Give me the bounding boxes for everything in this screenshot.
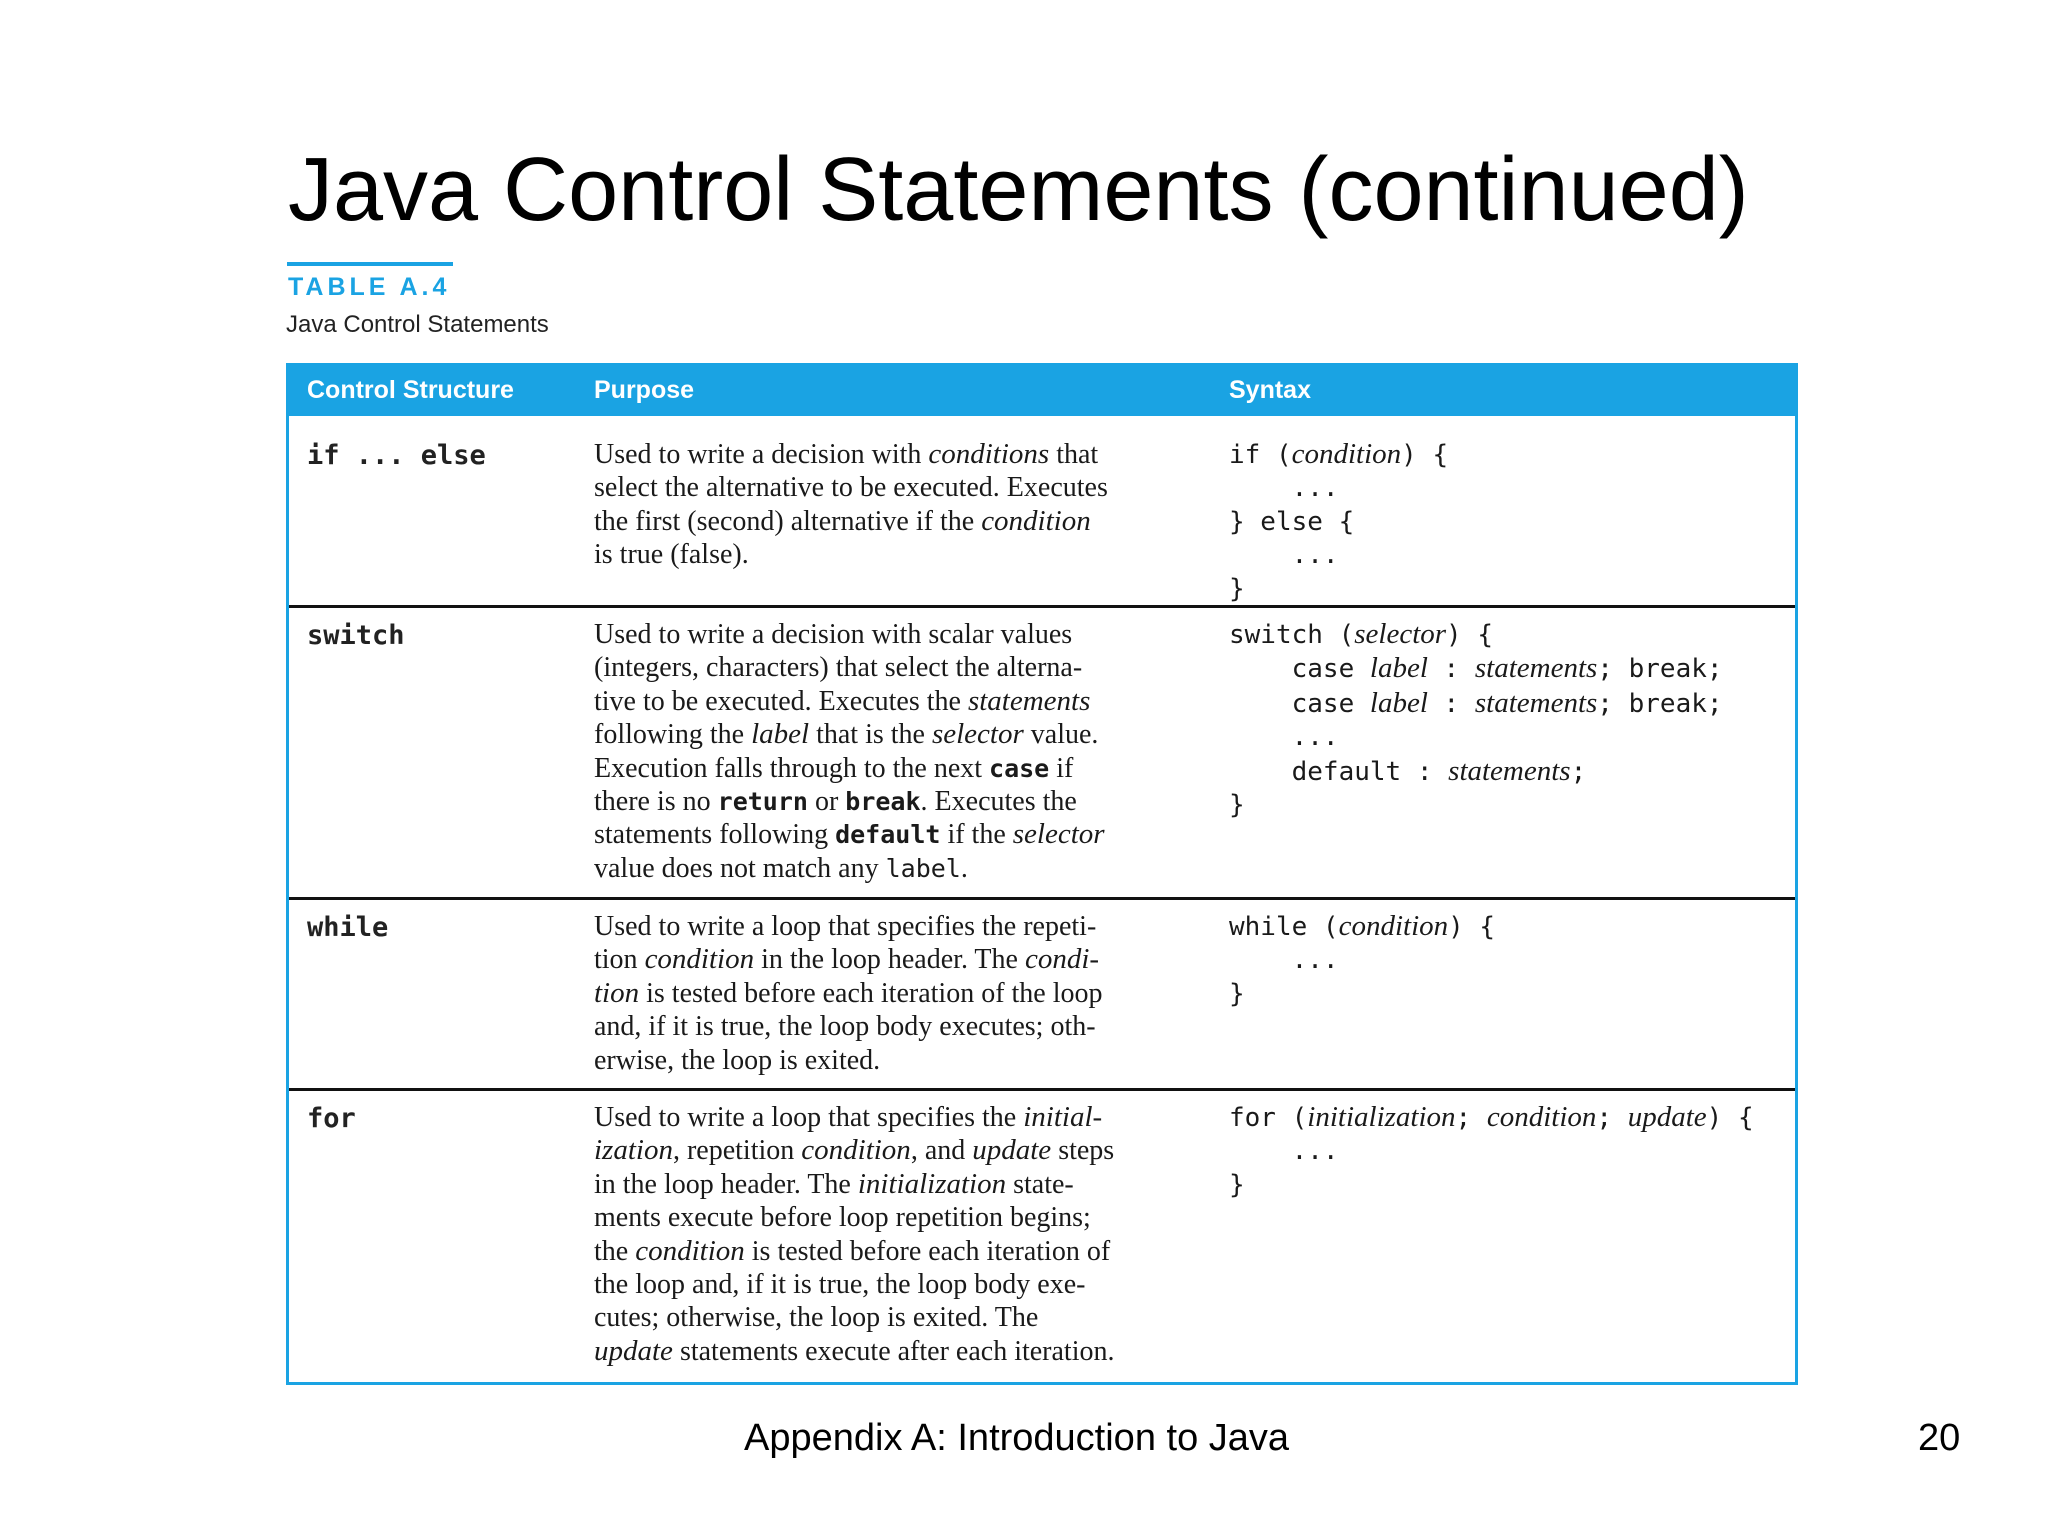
italic-run: condition bbox=[1338, 910, 1449, 942]
control-structure-cell: if ... else bbox=[307, 440, 486, 471]
table-row bbox=[289, 900, 1795, 1090]
text-run: there is no bbox=[594, 786, 718, 818]
code-run: ; bbox=[1596, 1103, 1628, 1133]
control-structure-cell: for bbox=[307, 1103, 356, 1134]
italic-run: statements bbox=[1474, 686, 1598, 719]
text-run: that is the bbox=[809, 719, 932, 751]
code-run: ... bbox=[1229, 1136, 1339, 1167]
header-control-structure: Control Structure bbox=[307, 376, 514, 404]
text-run: value does not match any bbox=[594, 852, 886, 884]
cell-line bbox=[594, 785, 1204, 818]
italic-run: initialization bbox=[857, 1167, 1007, 1200]
italic-run: selector bbox=[931, 718, 1024, 751]
text-run: is tested before each iteration of bbox=[744, 1235, 1111, 1267]
code-run: if ( bbox=[1229, 440, 1292, 470]
text-run: in the loop header. The bbox=[594, 1168, 858, 1200]
text-run: state- bbox=[1006, 1168, 1074, 1200]
code-run: ; bbox=[1455, 1103, 1487, 1133]
table-row bbox=[289, 608, 1795, 900]
page-number: 20 bbox=[1918, 1417, 1961, 1459]
cell-line bbox=[1229, 652, 1723, 686]
control-statements-table bbox=[286, 363, 1798, 1385]
cell-line bbox=[1229, 506, 1448, 539]
cell-line bbox=[594, 438, 1204, 471]
italic-run: conditions bbox=[928, 438, 1050, 470]
cell-line bbox=[594, 1301, 1204, 1334]
cell-line bbox=[1229, 789, 1723, 822]
text-run: steps bbox=[1051, 1135, 1115, 1167]
code-run: while ( bbox=[1229, 912, 1339, 942]
code-run: ; break; bbox=[1597, 688, 1723, 719]
cell-line bbox=[594, 1010, 1204, 1043]
italic-run: update bbox=[594, 1334, 673, 1367]
cell-line bbox=[594, 977, 1204, 1010]
cell-line bbox=[594, 852, 1204, 885]
cell-line bbox=[594, 718, 1204, 751]
text-run: ments execute before loop repetition begins; bbox=[594, 1202, 1091, 1234]
cell-line bbox=[1229, 978, 1495, 1011]
cell-line bbox=[1229, 1135, 1754, 1168]
italic-run: condition bbox=[981, 504, 1091, 537]
text-run: the first (second) alternative if the bbox=[594, 505, 982, 537]
text-run: statements following bbox=[594, 819, 836, 851]
text-run: that bbox=[1049, 439, 1099, 470]
table-label: TABLE A.4 bbox=[288, 273, 451, 301]
code-run: } bbox=[1229, 978, 1245, 1009]
code-run: label bbox=[885, 853, 961, 883]
cell-line bbox=[1229, 755, 1723, 789]
cell-line bbox=[594, 1201, 1204, 1234]
control-structure-cell: switch bbox=[307, 620, 405, 651]
header-purpose: Purpose bbox=[594, 376, 695, 404]
code-run: ... bbox=[1229, 945, 1339, 976]
cell-line bbox=[594, 471, 1204, 504]
cell-line bbox=[1229, 539, 1448, 572]
text-run: or bbox=[807, 786, 846, 818]
cell-line bbox=[594, 1268, 1204, 1301]
text-run: select the alternative to be executed. Executes bbox=[594, 472, 1108, 504]
italic-run: condition bbox=[635, 1234, 745, 1267]
slide-title: Java Control Statements (continued) bbox=[288, 140, 1749, 240]
table-row bbox=[289, 416, 1795, 606]
cell-line bbox=[594, 618, 1204, 651]
cell-line bbox=[594, 1044, 1204, 1077]
italic-run: condition bbox=[1486, 1101, 1597, 1133]
text-run: . bbox=[960, 852, 968, 884]
italic-run: initialization bbox=[1307, 1101, 1456, 1133]
text-run: is true (false). bbox=[594, 539, 749, 571]
text-run: statements execute after each iteration. bbox=[672, 1335, 1115, 1367]
text-run: and, if it is true, the loop body executes; oth- bbox=[594, 1011, 1096, 1043]
syntax-cell bbox=[1229, 618, 1723, 822]
text-run: Used to write a decision with bbox=[594, 439, 929, 470]
cell-line bbox=[594, 505, 1204, 538]
syntax-cell bbox=[1229, 1101, 1754, 1202]
cell-line bbox=[594, 1235, 1204, 1268]
italic-run: condi- bbox=[1024, 943, 1100, 976]
cell-line bbox=[594, 910, 1204, 943]
italic-run: selector bbox=[1012, 818, 1105, 851]
italic-run: initial- bbox=[1023, 1101, 1103, 1133]
italic-run: statements bbox=[1448, 754, 1571, 787]
text-run: Used to write a decision with scalar values bbox=[594, 619, 1073, 650]
cell-line bbox=[1229, 910, 1495, 944]
text-run: the loop and, if it is true, the loop body exe- bbox=[594, 1269, 1086, 1301]
text-run: Used to write a loop that specifies the bbox=[594, 1102, 1024, 1133]
code-run: ) { bbox=[1448, 912, 1496, 942]
italic-run: condition bbox=[644, 943, 755, 976]
cell-line bbox=[594, 818, 1204, 851]
table-row bbox=[289, 1091, 1795, 1381]
text-run: if bbox=[1049, 752, 1074, 784]
code-run: return bbox=[717, 787, 808, 817]
purpose-cell bbox=[594, 910, 1204, 1077]
purpose-cell bbox=[594, 618, 1204, 885]
text-run: cutes; otherwise, the loop is exited. The bbox=[594, 1302, 1039, 1334]
cell-line bbox=[594, 1168, 1204, 1201]
cell-line bbox=[1229, 944, 1495, 977]
italic-run: selector bbox=[1354, 618, 1447, 650]
italic-run: condition bbox=[1291, 438, 1402, 470]
cell-line bbox=[1229, 687, 1723, 721]
code-run: switch ( bbox=[1229, 620, 1355, 650]
text-run: Used to write a loop that specifies the repeti- bbox=[594, 911, 1097, 942]
syntax-cell bbox=[1229, 438, 1448, 606]
code-run: case bbox=[1229, 688, 1370, 719]
code-run: default : bbox=[1229, 756, 1449, 787]
text-run: . Executes the bbox=[920, 786, 1077, 818]
italic-run: tion bbox=[594, 976, 640, 1009]
cell-line bbox=[594, 752, 1204, 785]
italic-run: ization bbox=[594, 1134, 673, 1167]
code-run: } else { bbox=[1229, 506, 1355, 537]
text-run: , and bbox=[910, 1135, 973, 1167]
cell-line bbox=[1229, 1101, 1754, 1135]
text-run: value. bbox=[1023, 719, 1099, 751]
cell-line bbox=[1229, 721, 1723, 754]
cell-line bbox=[594, 685, 1204, 718]
italic-run: statements bbox=[967, 684, 1091, 717]
syntax-cell bbox=[1229, 910, 1495, 1011]
text-run: (integers, characters) that select the alterna- bbox=[594, 652, 1083, 684]
code-run: break bbox=[845, 787, 921, 817]
italic-run: label bbox=[751, 718, 810, 751]
italic-run: condition bbox=[801, 1134, 911, 1167]
text-run: is tested before each iteration of the loop bbox=[639, 977, 1103, 1009]
code-run: } bbox=[1229, 790, 1245, 821]
code-run: } bbox=[1229, 573, 1245, 604]
cell-line bbox=[594, 538, 1204, 571]
code-run: case bbox=[989, 753, 1050, 783]
control-structure-cell: while bbox=[307, 912, 389, 943]
code-run: ... bbox=[1229, 473, 1339, 504]
text-run: erwise, the loop is exited. bbox=[594, 1044, 881, 1076]
code-run: ; bbox=[1570, 756, 1587, 787]
text-run: the bbox=[594, 1235, 636, 1267]
code-run: ... bbox=[1229, 540, 1339, 571]
cell-line bbox=[594, 1335, 1204, 1368]
code-run: ) { bbox=[1706, 1103, 1754, 1133]
purpose-cell bbox=[594, 438, 1204, 572]
code-run: ) { bbox=[1446, 620, 1494, 650]
italic-run: label bbox=[1369, 686, 1428, 719]
code-run: default bbox=[835, 820, 941, 850]
header-syntax: Syntax bbox=[1229, 376, 1311, 404]
code-run: ; break; bbox=[1597, 654, 1723, 685]
text-run: following the bbox=[594, 719, 752, 751]
text-run: Execution falls through to the next bbox=[594, 752, 990, 784]
code-run: ) { bbox=[1401, 440, 1449, 470]
cell-line bbox=[594, 943, 1204, 976]
cell-line bbox=[594, 651, 1204, 684]
table-header-row bbox=[289, 366, 1795, 416]
cell-line bbox=[594, 1134, 1204, 1167]
code-run: } bbox=[1229, 1169, 1245, 1200]
code-run: : bbox=[1427, 654, 1475, 685]
italic-run: label bbox=[1369, 652, 1428, 685]
cell-line bbox=[1229, 618, 1723, 652]
code-run: ... bbox=[1229, 722, 1339, 753]
slide-footer: Appendix A: Introduction to Java bbox=[744, 1417, 1290, 1459]
text-run: , repetition bbox=[672, 1135, 802, 1167]
text-run: tive to be executed. Executes the bbox=[594, 685, 968, 717]
text-run: in the loop header. The bbox=[754, 944, 1025, 976]
code-run: : bbox=[1427, 688, 1475, 719]
cell-line bbox=[1229, 438, 1448, 472]
code-run: for ( bbox=[1229, 1103, 1308, 1133]
italic-run: update bbox=[972, 1134, 1052, 1167]
table-label-rule bbox=[287, 262, 453, 266]
cell-line bbox=[594, 1101, 1204, 1134]
code-run: case bbox=[1229, 654, 1370, 685]
text-run: tion bbox=[594, 944, 645, 976]
purpose-cell bbox=[594, 1101, 1204, 1368]
cell-line bbox=[1229, 573, 1448, 606]
text-run: if the bbox=[940, 819, 1013, 851]
italic-run: statements bbox=[1474, 652, 1598, 685]
table-caption: Java Control Statements bbox=[286, 311, 549, 338]
cell-line bbox=[1229, 472, 1448, 505]
italic-run: update bbox=[1627, 1101, 1707, 1133]
cell-line bbox=[1229, 1169, 1754, 1202]
